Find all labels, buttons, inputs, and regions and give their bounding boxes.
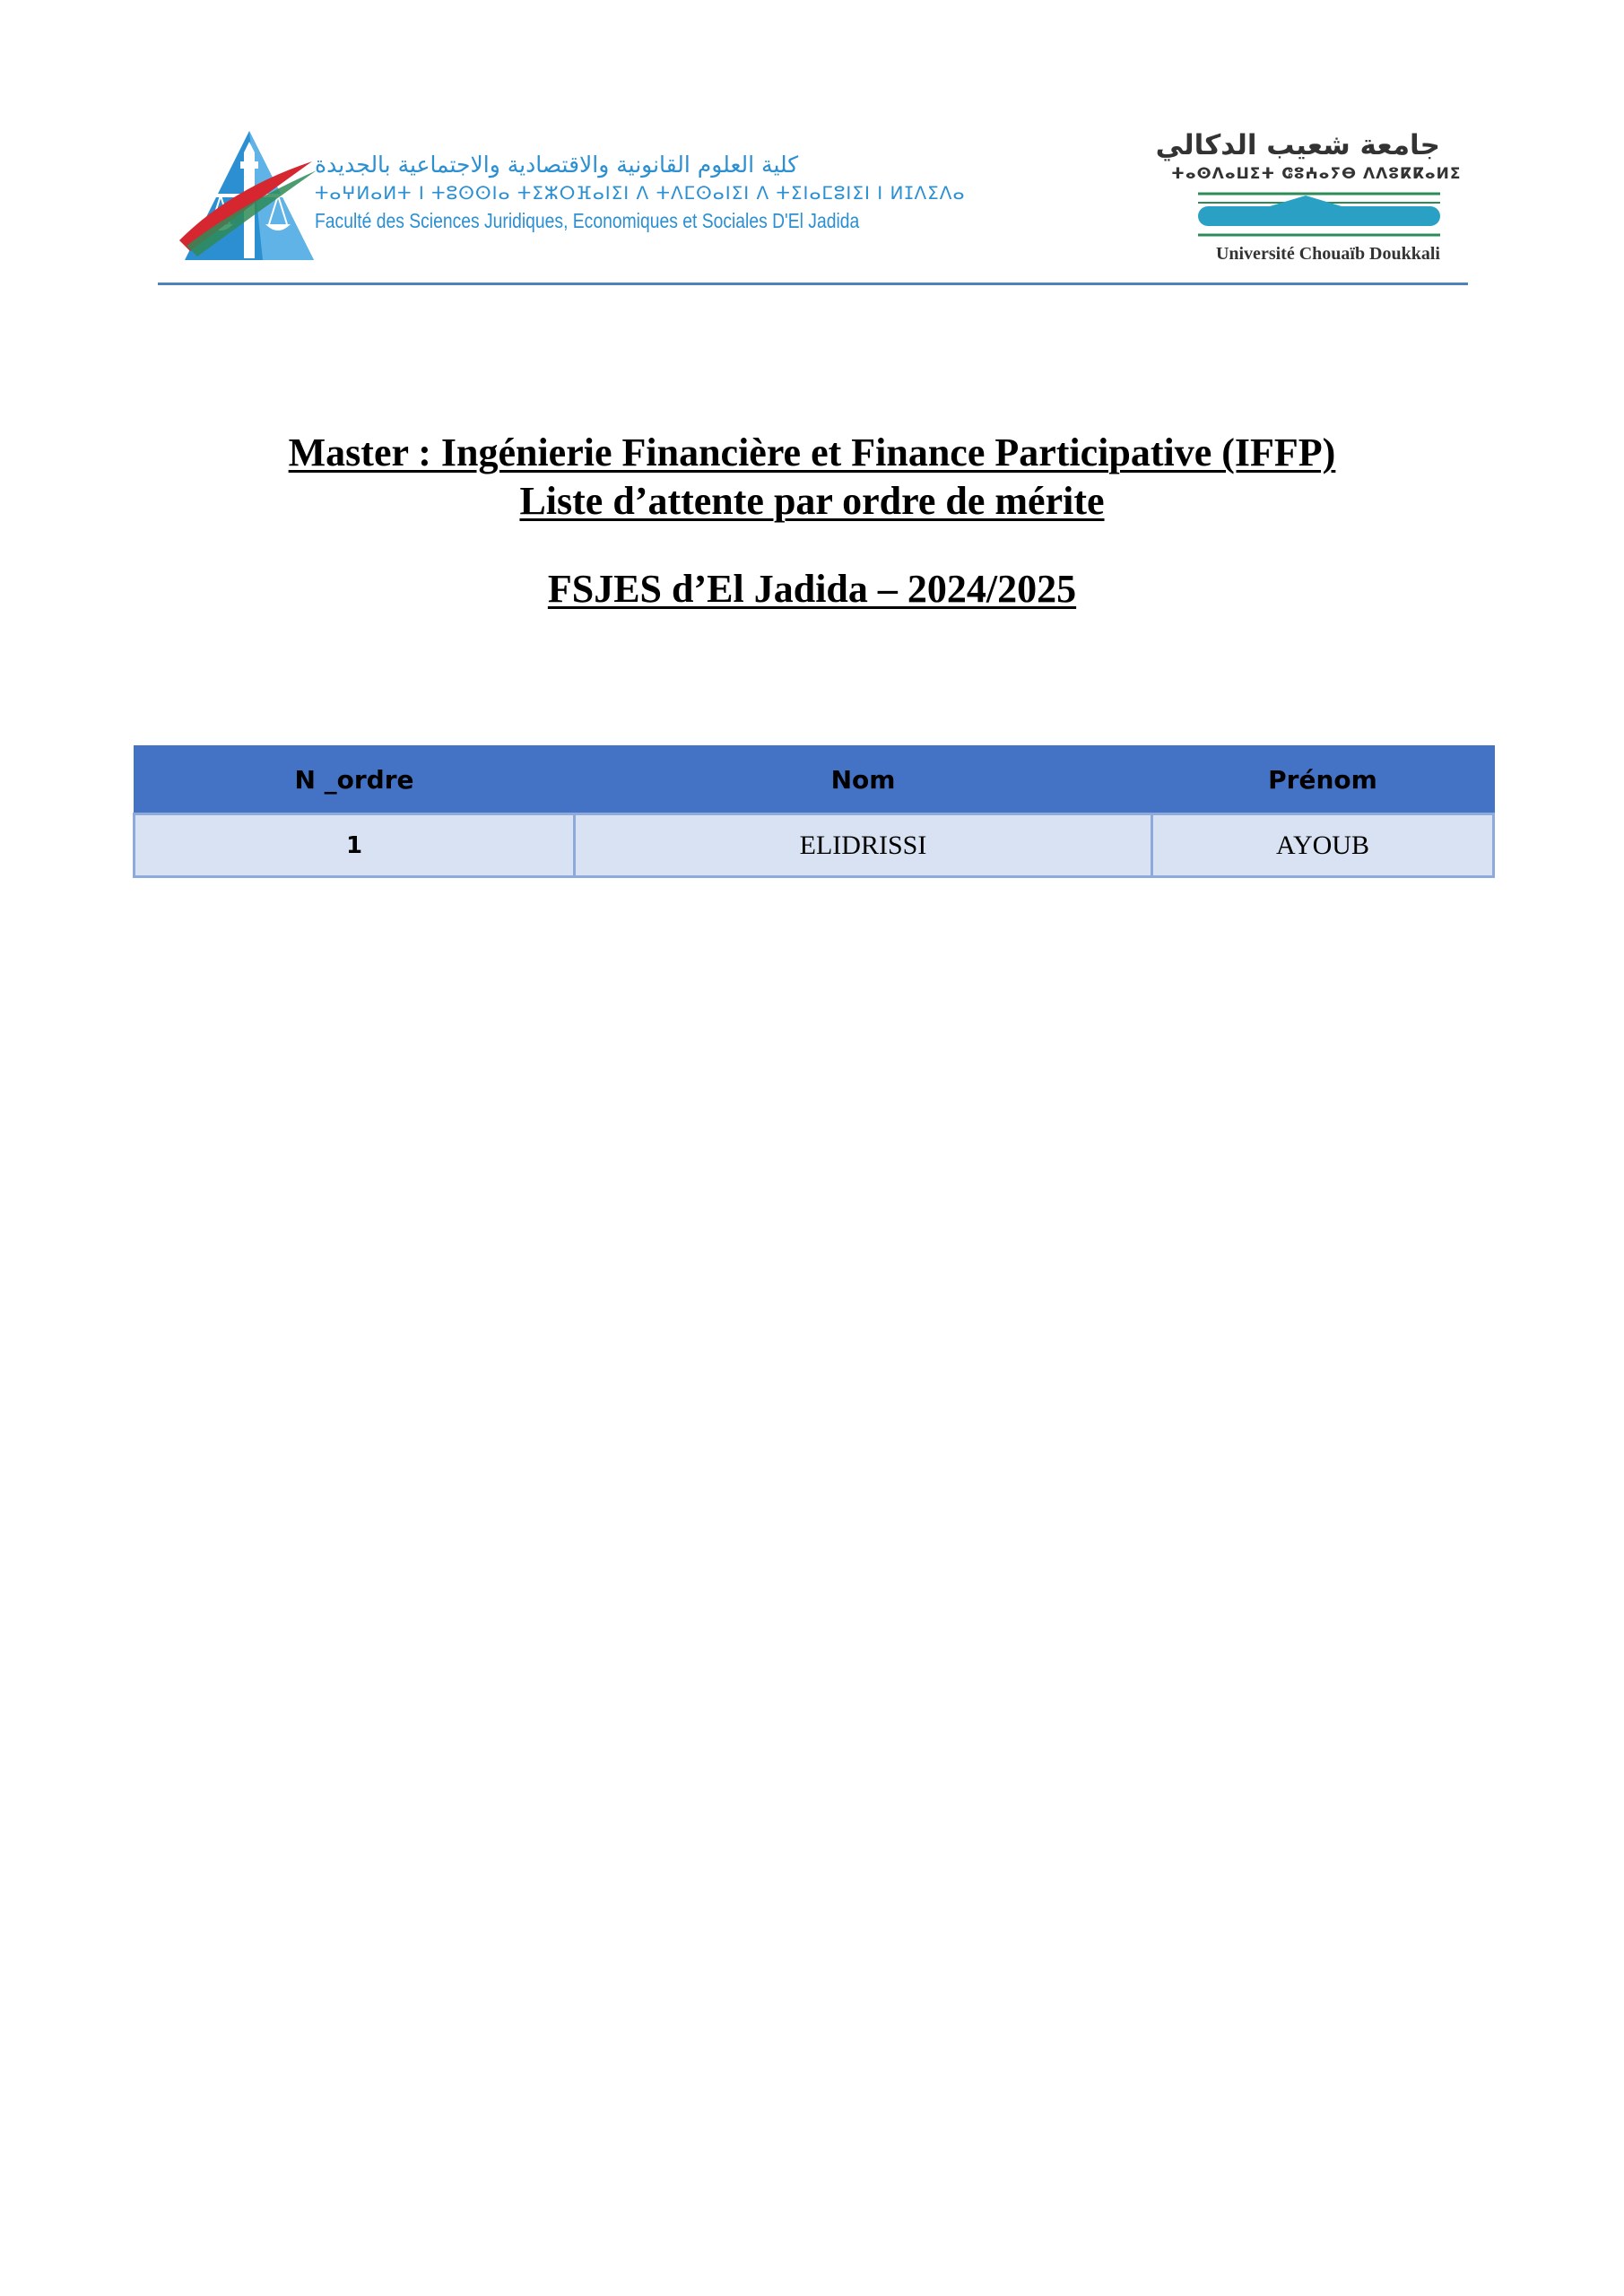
title-waiting-list: Liste d’attente par ordre de mérite [519, 479, 1105, 523]
table-header-row [135, 746, 1494, 814]
ranking-table [133, 745, 1492, 878]
university-logo-block [1155, 127, 1462, 265]
university-emblem-icon [1171, 190, 1440, 240]
university-name-french: Université Chouaïb Doukkali [1215, 244, 1440, 264]
title-master: Master : Ingénierie Financière et Finance Participative (IFFP) [288, 430, 1336, 474]
university-name-arabic: جامعة شعيب الدكالي [1155, 129, 1440, 161]
column-header-nom: Nom [575, 746, 1152, 814]
cell-nom: ELIDRISSI [575, 814, 1152, 877]
page-header [158, 117, 1476, 283]
cell-prenom: AYOUB [1152, 814, 1494, 877]
document-titles [0, 429, 1624, 613]
faculty-logo-icon [178, 126, 321, 260]
university-name-tifinagh: ⵜⴰⵙⴷⴰⵡⵉⵜ ⵛⵓⵄⴰⵢⴱ ⴷⴷⵓⴽⴽⴰⵍⵉ [1171, 165, 1462, 183]
column-header-prenom: Prénom [1152, 746, 1494, 814]
faculty-name-block [315, 151, 978, 235]
header-divider [158, 283, 1468, 285]
table-row [135, 814, 1494, 877]
waiting-list-table [133, 745, 1495, 878]
faculty-name-arabic: كلية العلوم القانونية والاقتصادية والاجتماعية بالجديدة [315, 152, 799, 178]
column-header-order: N _ordre [135, 746, 575, 814]
faculty-name-french: Faculté des Sciences Juridiques, Economiques et Sociales D'El Jadida [315, 209, 860, 232]
cell-order: 1 [135, 814, 575, 877]
faculty-name-tifinagh: ⵜⴰⵖⵍⴰⵍⵜ ⵏ ⵜⵓⵙⵙⵏⴰ ⵜⵉⵣⵔⴼⴰⵏⵉⵏ ⴷ ⵜⴷⵎⵙⴰⵏⵉⵏ ⴷ ⵜⵉⵏⴰⵎⵓⵏⵉⵏ ⵏ ⵍⵊⴷⵉⴷⴰ [315, 182, 966, 204]
title-institution-year: FSJES d’El Jadida – 2024/2025 [547, 567, 1077, 611]
